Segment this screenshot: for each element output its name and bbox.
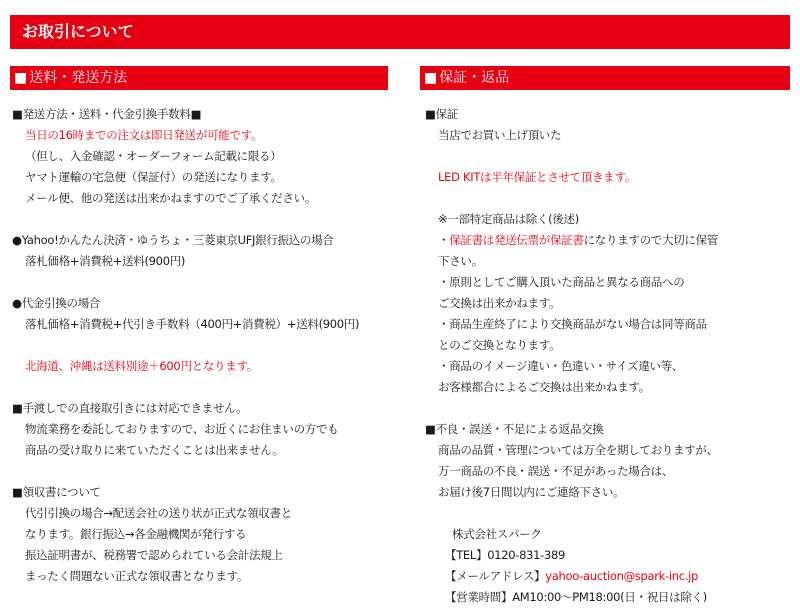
text-line: 物流業務を委託しておりますので、お近くにお住まいの方でも bbox=[25, 422, 339, 436]
text-line: （但し、入金確認・オーダーフォーム記載に限る） bbox=[25, 149, 282, 163]
shipping-section-header bbox=[10, 66, 388, 90]
spacer bbox=[425, 398, 797, 419]
spacer bbox=[12, 272, 407, 293]
text-line: ※一部特定商品は除く(後述) bbox=[438, 212, 579, 226]
email-link[interactable]: yahoo-auction@spark-inc.jp bbox=[545, 569, 699, 583]
text-line: ・商品生産終了により交換商品がない場合は同等商品 bbox=[438, 317, 707, 331]
highlight-text: 保証書は発送伝票が保証書 bbox=[449, 233, 584, 247]
spacer bbox=[425, 188, 797, 209]
text-line: 当日の16時までの注文は即日発送が可能です。 bbox=[25, 128, 263, 142]
text-line: 商品の品質・管理については万全を期しておりますが、 bbox=[438, 443, 718, 457]
text-line: ■保証 bbox=[425, 107, 458, 121]
text-line: お届け後7日間以内にご連絡下さい。 bbox=[438, 485, 625, 499]
text-line: 【TEL】0120-831-389 bbox=[445, 548, 566, 562]
text-line: なります。銀行振込→各金融機関が発行する bbox=[25, 527, 247, 541]
spacer bbox=[425, 503, 797, 524]
text-line: ■発送方法・送料・代金引換手数料■ bbox=[12, 107, 202, 121]
text-line: 株式会社スパーク bbox=[452, 527, 542, 541]
spacer bbox=[12, 461, 407, 482]
page-title: お取引について bbox=[22, 22, 134, 41]
text-line: ■手渡しでの直接取引きには対応できません。 bbox=[12, 401, 248, 415]
warranty-section-body bbox=[425, 104, 797, 608]
spacer bbox=[12, 209, 407, 230]
text-line: 落札価格+消費税+代引き手数料（400円+消費税）+送料(900円) bbox=[25, 317, 360, 331]
text-line: 商品の受け取りに来ていただくことは出来ません。 bbox=[25, 443, 284, 457]
text-line: 振込証明書が、税務署で認められている会計法規上 bbox=[25, 548, 283, 562]
text-line: 下さい。 bbox=[438, 254, 483, 268]
text-line: ●代金引換の場合 bbox=[12, 296, 101, 310]
page-title-banner bbox=[10, 15, 790, 49]
spacer bbox=[12, 377, 407, 398]
text-line: メール便、他の発送は出来かねますのでご了承ください。 bbox=[25, 191, 316, 205]
shipping-section-body bbox=[12, 104, 407, 587]
text-line: ・保証書は発送伝票が保証書になりますので大切に保管 bbox=[438, 233, 719, 247]
square-bullet-icon: ■ bbox=[14, 70, 28, 86]
warranty-section-header bbox=[420, 66, 790, 90]
text-line: ●Yahoo!かんたん決済・ゆうちょ・三菱東京UFJ銀行振込の場合 bbox=[12, 233, 334, 247]
square-bullet-icon: ■ bbox=[424, 70, 438, 86]
text-line: ・原則としてご購入頂いた商品と異なる商品への bbox=[438, 275, 685, 289]
spacer bbox=[12, 335, 407, 356]
text-line: 【メールアドレス】yahoo-auction@spark-inc.jp bbox=[445, 569, 699, 583]
text-line: ■領収書について bbox=[12, 485, 101, 499]
text-line: 代引引換の場合→配送会社の送り状が正式な領収書と bbox=[25, 506, 292, 520]
text-line: LED KITは半年保証とさせて頂きます。 bbox=[438, 170, 636, 184]
shipping-section-title: 送料・発送方法 bbox=[29, 70, 128, 86]
text-line: お客様都合によるご交換は出来かねます。 bbox=[438, 380, 650, 394]
text-line: とのご交換となります。 bbox=[438, 338, 561, 352]
text-line: 【営業時間】AM10:00～PM18:00(日・祝日は除く) bbox=[445, 590, 707, 604]
text-line: 万一商品の不良・誤送・不足があった場合は、 bbox=[438, 464, 674, 478]
text-line: 落札価格+消費税+送料(900円) bbox=[25, 254, 186, 268]
text-line: ■不良・誤送・不足による返品交換 bbox=[425, 422, 604, 436]
text-line: ヤマト運輸の宅急便（保証付）の発送になります。 bbox=[25, 170, 282, 184]
text-line: まったく問題ない正式な領収書となります。 bbox=[25, 569, 249, 583]
spacer bbox=[425, 146, 797, 167]
warranty-section-title: 保証・返品 bbox=[439, 70, 510, 86]
text-line: 当店でお買い上げ頂いた bbox=[438, 128, 562, 142]
text-line: 北海道、沖縄は送料別途＋600円となります。 bbox=[25, 359, 258, 373]
text-line: ・商品のイメージ違い・色違い・サイズ違い等、 bbox=[438, 359, 684, 373]
text-line: ご交換は出来かねます。 bbox=[438, 296, 561, 310]
